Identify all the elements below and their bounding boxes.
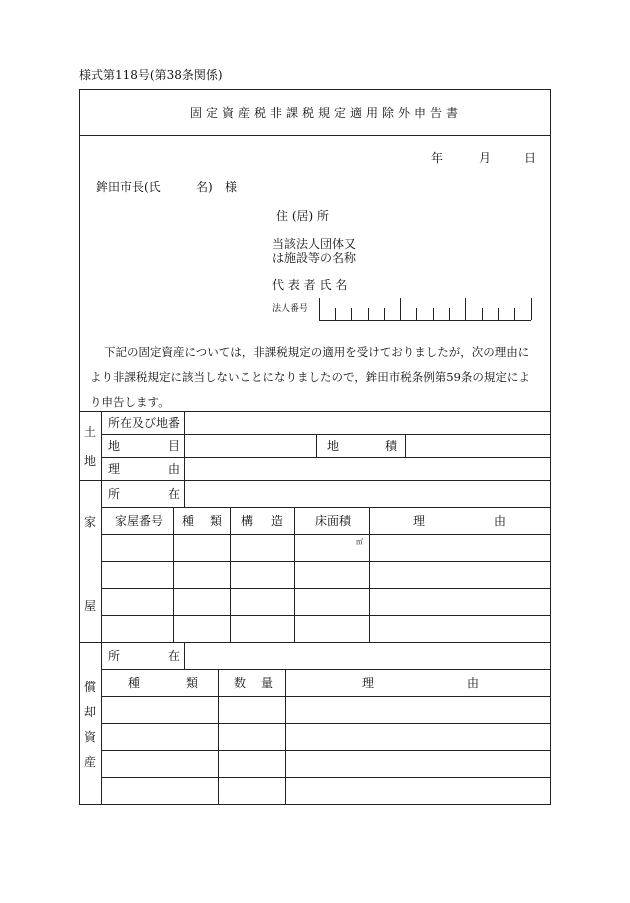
land-category-label-2: 目 (168, 439, 181, 453)
date-month-label: 月 (479, 151, 492, 165)
representative-label: 代 表 者 氏 名 (272, 278, 348, 292)
corp-number-label: 法人番号 (272, 304, 309, 314)
title-divider (79, 135, 551, 136)
house-data-rows[interactable] (102, 535, 550, 641)
depreciable-col-kind-2: 類 (186, 676, 199, 690)
org-name-label-line2: は施設等の名称 (272, 251, 357, 265)
land-location-field[interactable] (185, 412, 550, 433)
land-reason-label-1: 理 (108, 462, 121, 476)
depreciable-section-label-4: 産 (84, 755, 97, 769)
house-section-label-1: 家 (84, 515, 97, 529)
house-location-field[interactable] (185, 481, 550, 506)
land-location-label: 所在及び地番 (108, 416, 181, 430)
addressee-prefix: 鉾田市長(氏 (96, 180, 161, 194)
depreciable-col-reason-2: 由 (467, 676, 480, 690)
form-number-label: 様式第118号(第38条関係) (79, 68, 223, 82)
land-area-label-2: 積 (385, 439, 398, 453)
land-area-field[interactable] (406, 435, 550, 456)
house-col-kind-2: 類 (210, 514, 223, 528)
depreciable-location-field[interactable] (185, 643, 550, 668)
house-location-label-2: 在 (168, 487, 181, 501)
depreciable-section-label-2: 却 (84, 705, 97, 719)
house-col-number: 家屋番号 (115, 514, 164, 528)
depreciable-section-label-3: 資 (84, 730, 97, 744)
house-col-structure-2: 造 (271, 514, 284, 528)
house-col-structure-1: 構 (241, 514, 254, 528)
date-year-label: 年 (431, 151, 444, 165)
depreciable-location-label-2: 在 (168, 649, 181, 663)
depreciable-col-quantity-1: 数 (234, 676, 247, 690)
house-col-kind-1: 種 (182, 514, 195, 528)
depreciable-section-label-1: 償 (84, 680, 97, 694)
addressee-honorific: 様 (225, 180, 238, 194)
body-text-line3: り申告します。 (90, 395, 170, 409)
depreciable-location-label-1: 所 (108, 649, 121, 663)
land-category-field[interactable] (185, 435, 315, 456)
depreciable-data-rows[interactable] (102, 697, 550, 804)
land-section-label-2: 地 (84, 454, 97, 468)
depreciable-col-kind-1: 種 (128, 676, 141, 690)
body-text-line2: より非課税規定に該当しないことになりましたので，鉾田市税条例第59条の規定によ (90, 370, 530, 384)
date-day-label: 日 (524, 151, 537, 165)
house-col-floor-area: 床面積 (315, 514, 352, 528)
address-label: 住 (居) 所 (276, 209, 329, 223)
org-name-label-line1: 当該法人団体又 (272, 237, 357, 251)
depreciable-col-reason-1: 理 (362, 676, 375, 690)
land-reason-label-2: 由 (168, 462, 181, 476)
land-category-label-1: 地 (108, 439, 121, 453)
body-text-line1: 下記の固定資産については，非課税規定の適用を受けておりましたが，次の理由に (104, 345, 530, 359)
square-meter-unit: ㎡ (356, 538, 363, 546)
form-title: 固定資産税非課税規定適用除外申告書 (190, 106, 463, 120)
depreciable-col-quantity-2: 量 (261, 676, 274, 690)
land-reason-field[interactable] (185, 458, 550, 479)
house-col-reason-1: 理 (413, 514, 426, 528)
house-location-label-1: 所 (108, 487, 121, 501)
house-section-label-2: 屋 (84, 599, 97, 613)
land-area-label-1: 地 (327, 439, 340, 453)
house-col-reason-2: 由 (494, 514, 507, 528)
addressee-name-suffix: 名) (196, 180, 213, 194)
land-section-label-1: 土 (84, 425, 97, 439)
